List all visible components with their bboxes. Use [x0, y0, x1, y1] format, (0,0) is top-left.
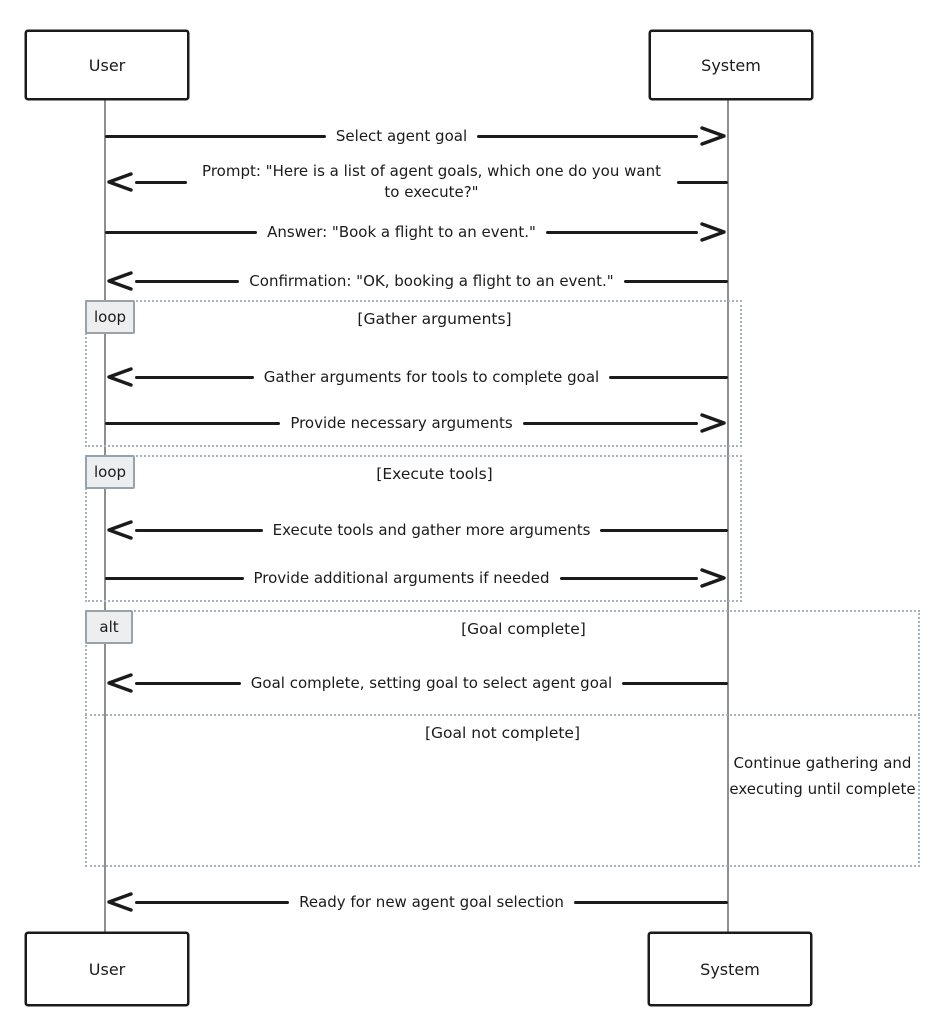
arrow-line	[105, 422, 280, 425]
alt-else-title: [Goal not complete]	[424, 724, 581, 742]
message-confirmation-booking	[105, 261, 728, 301]
arrow-line	[135, 376, 254, 379]
actor-box-user-top: User	[25, 30, 189, 100]
message-label: Goal complete, setting goal to select agent goal	[250, 673, 613, 692]
message-execute-tools	[105, 510, 728, 550]
loop-label: loop	[85, 300, 135, 334]
actor-box-system-bottom: System	[648, 932, 812, 1006]
message-answer-book-flight	[105, 212, 728, 252]
arrowhead-right-icon	[698, 412, 728, 434]
message-label: Ready for new agent goal selection	[299, 892, 564, 911]
arrow-line	[135, 280, 239, 283]
arrowhead-left-icon	[105, 672, 135, 694]
loop-title: [Gather arguments]	[357, 310, 512, 328]
message-provide-additional-arguments	[105, 558, 728, 598]
arrow-line	[105, 231, 257, 234]
loop-label: loop	[85, 455, 135, 489]
message-label: Execute tools and gather more arguments	[272, 520, 591, 539]
message-select-agent-goal	[105, 116, 728, 156]
arrow-line	[622, 682, 728, 685]
arrowhead-left-icon	[105, 171, 135, 193]
arrow-line	[546, 231, 698, 234]
message-label: Provide additional arguments if needed	[253, 568, 550, 587]
message-label: Confirmation: "OK, booking a flight to an event."	[249, 271, 614, 290]
message-label: Answer: "Book a flight to an event."	[267, 222, 536, 241]
arrowhead-right-icon	[698, 125, 728, 147]
arrow-line	[609, 376, 728, 379]
arrow-line	[135, 682, 241, 685]
arrow-line	[574, 901, 728, 904]
arrow-line	[523, 422, 698, 425]
arrow-line	[677, 181, 729, 184]
loop-title: [Execute tools]	[376, 465, 493, 483]
arrow-line	[477, 135, 698, 138]
arrowhead-left-icon	[105, 270, 135, 292]
alt-divider	[85, 714, 920, 716]
arrow-line	[560, 577, 699, 580]
message-label: Prompt: "Here is a list of agent goals, which one do you want to execute?"	[202, 162, 661, 201]
arrowhead-right-icon	[698, 221, 728, 243]
arrow-line	[135, 181, 187, 184]
arrow-line	[135, 529, 263, 532]
alt-label: alt	[85, 610, 133, 644]
arrow-line	[600, 529, 728, 532]
actor-box-system-top: System	[649, 30, 813, 100]
arrow-line	[624, 280, 728, 283]
message-gather-arguments	[105, 357, 728, 397]
arrow-line	[105, 135, 326, 138]
alt-frame-goal-complete	[85, 610, 920, 867]
message-label: Gather arguments for tools to complete goal	[263, 367, 600, 386]
message-ready-for-new-goal	[105, 882, 728, 922]
actor-box-user-bottom: User	[25, 932, 189, 1006]
note-continue-gathering: Continue gathering and executing until complete	[729, 754, 916, 799]
arrowhead-left-icon	[105, 366, 135, 388]
arrowhead-left-icon	[105, 519, 135, 541]
message-provide-necessary-arguments	[105, 403, 728, 443]
message-goal-complete	[105, 663, 728, 703]
message-label: Select agent goal	[335, 126, 468, 145]
arrow-line	[135, 901, 289, 904]
message-label: Provide necessary arguments	[290, 413, 513, 432]
arrow-line	[105, 577, 244, 580]
alt-title: [Goal complete]	[461, 620, 586, 638]
arrowhead-left-icon	[105, 891, 135, 913]
message-prompt-agent-goals	[105, 157, 728, 207]
arrowhead-right-icon	[698, 567, 728, 589]
